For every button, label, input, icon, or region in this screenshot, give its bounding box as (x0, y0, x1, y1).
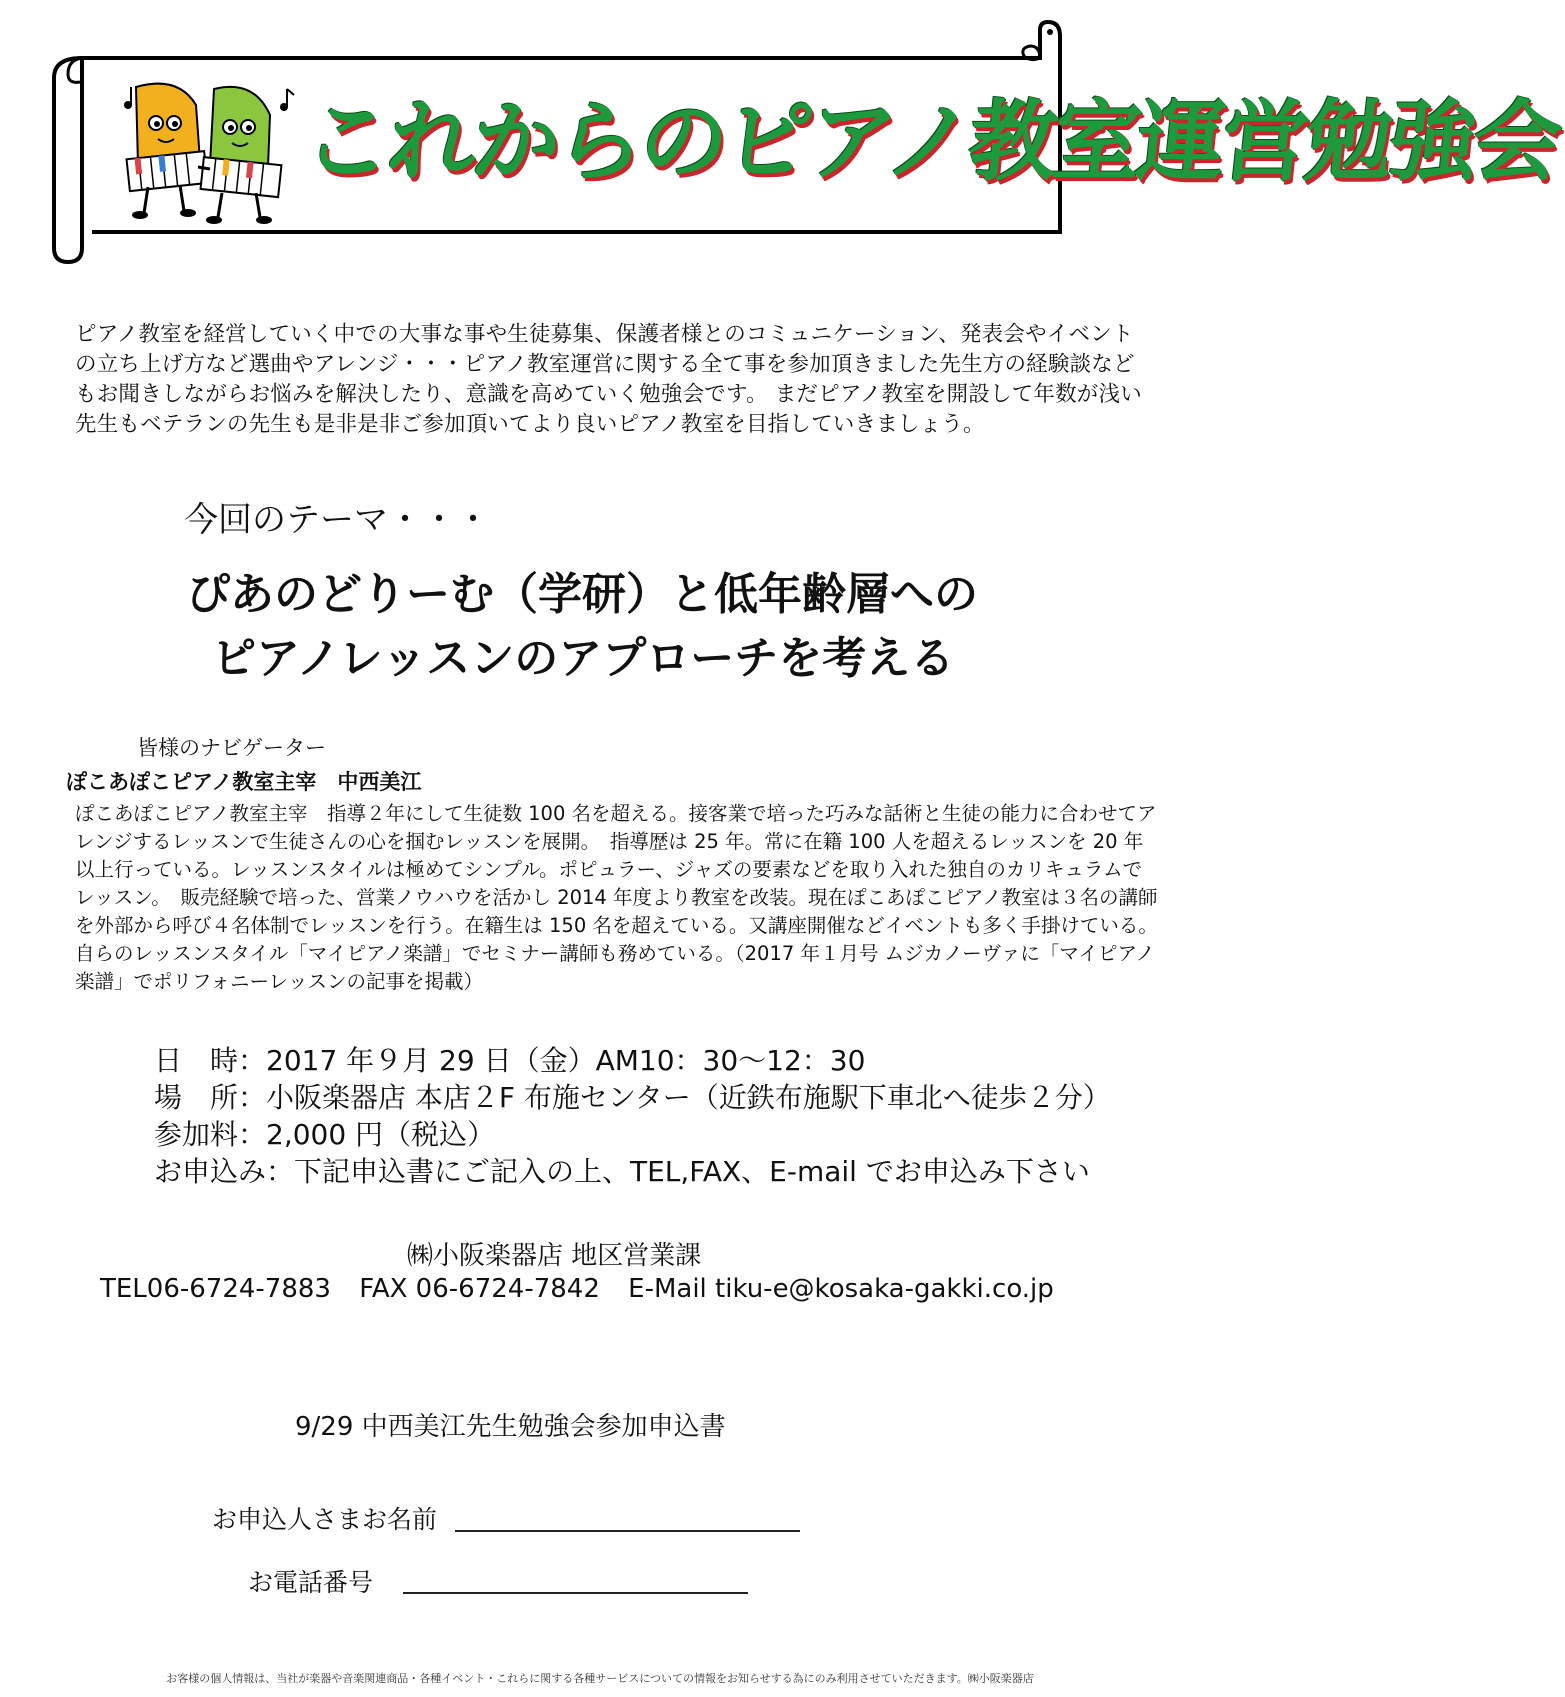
event-apply: お申込み：下記申込書にご記入の上、TEL,FAX、E-mail でお申込み下さい (154, 1155, 1090, 1188)
theme-line-1: ぴあのどりーむ（学研）と低年齢層への (186, 569, 978, 620)
page-title: これからのピアノ教室運営勉強会 (298, 90, 1563, 193)
theme-line-2: ピアノレッスンのアプローチを考える (212, 633, 955, 684)
contact-line (100, 1274, 1054, 1304)
piano-mascots-icon (118, 75, 298, 230)
event-details (154, 1042, 1111, 1190)
navigator-bio: ぽこあぽこピアノ教室主宰 指導２年にして生徒数 100 名を超える。接客業で培った巧みな話術と生徒の能力に合わせてアレンジするレッスンで生徒さんの心を掴むレッスンを展開。 指導歴は 25 年。常に在籍 100 人を超えるレッスンを 20 年以上行っている。レッスンスタイルは極めてシンプル。ポピュラー、ジャズの要素などを取り入れた独自のカリキュラムでレッスン。 販売経験で培った、営業ノウハウを活かし 2014 年度より教室を改装。現在ぽこあぽこピアノ教室は３名の講師を外部から呼び４名体制でレッスンを行う。在籍生は 150 名を超えている。又講座開催などイベントも多く手掛けている。 自らのレッスンスタイル「マイピアノ楽譜」でセミナー講師も務めている。（2017 年１月号 ムジカノーヴァに「マイピアノ楽譜」でポリフォニーレッスンの記事を掲載） (75, 802, 1158, 993)
contact-fax: FAX 06-6724-7842 (359, 1274, 600, 1304)
privacy-notice: お客様の個人情報は、当社が楽器や音楽関連商品・各種イベント・これらに関する各種サービスについての情報をお知らせする為にのみ利用させていただきます。㈱小阪楽器店 (166, 1672, 1034, 1685)
navigator-name: ぽこあぽこピアノ教室主宰 中西美江 (66, 770, 422, 794)
event-place: 場 所：小阪楽器店 本店２F 布施センター（近鉄布施駅下車北へ徒歩２分） (154, 1081, 1111, 1114)
contact-tel[interactable]: TEL06-6724-7883 (100, 1274, 331, 1304)
company-name: ㈱小阪楽器店 地区営業課 (407, 1241, 702, 1271)
event-date: 日 時：2017 年９月 29 日（金）AM10：30～12：30 (154, 1044, 866, 1077)
applicant-name-field[interactable] (455, 1530, 800, 1532)
application-title: 9/29 中西美江先生勉強会参加申込書 (295, 1412, 726, 1442)
navigator-label: 皆様のナビゲーター (137, 736, 326, 760)
theme-label: 今回のテーマ・・・ (184, 500, 490, 540)
applicant-name-label: お申込人さまお名前 (212, 1505, 438, 1534)
contact-email[interactable]: E-Mail tiku-e@kosaka-gakki.co.jp (628, 1274, 1054, 1304)
phone-field[interactable] (403, 1592, 748, 1594)
intro-paragraph: ピアノ教室を経営していく中での大事な事や生徒募集、保護者様とのコミュニケーション、発表会やイベントの立ち上げ方など選曲やアレンジ・・・ピアノ教室運営に関する全て事を参加頂きました先生方の経験談などもお聞きしながらお悩みを解決したり、意識を高めていく勉強会です。 まだピアノ教室を開設して年数が浅い先生もベテランの先生も是非是非ご参加頂いてより良いピアノ教室を目指していきましょう。 (75, 322, 1142, 437)
theme-heading (186, 563, 978, 691)
phone-label: お電話番号 (248, 1568, 374, 1597)
event-fee: 参加料：2,000 円（税込） (154, 1118, 496, 1151)
